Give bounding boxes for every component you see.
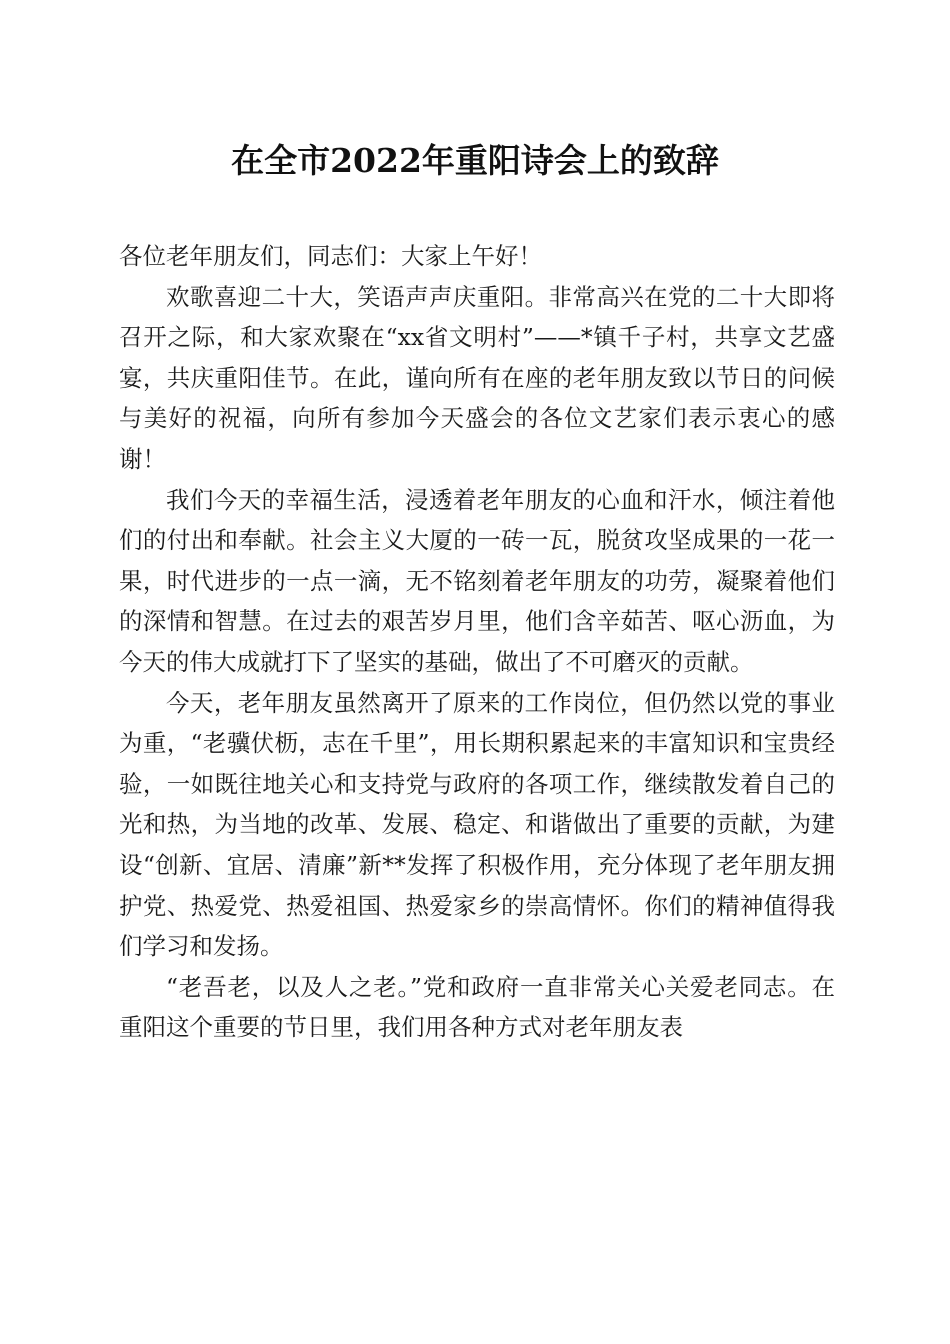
paragraph: 今天，老年朋友虽然离开了原来的工作岗位，但仍然以党的事业为重，“老骥伏枥，志在千里”，用长期积累起来的丰富知识和宝贵经验，一如既往地关心和支持党与政府的各项工作，继续散发着自己的光和热，为当地的改革、发展、稳定、和谐做出了重要的贡献，为建设“创新、宜居、清廉”新**发挥了积极作用，充分体现了老年朋友拥护党、热爱党、热爱祖国、热爱家乡的崇高情怀。你们的精神值得我们学习和发扬。 [119, 688, 835, 961]
document-title: 在全市2022年重阳诗会上的致辞 [231, 141, 719, 180]
paragraph: “老吾老，以及人之老。”党和政府一直非常关心关爱老同志。在重阳这个重要的节日里，我们用各种方式对老年朋友表 [119, 972, 835, 1042]
paragraph: 欢歌喜迎二十大，笑语声声庆重阳。非常高兴在党的二十大即将召开之际，和大家欢聚在“xx省文明村”——*镇千子村，共享文艺盛宴，共庆重阳佳节。在此，谨向所有在座的老年朋友致以节日的问候与美好的祝福，向所有参加今天盛会的各位文艺家们表示衷心的感谢！ [119, 282, 835, 473]
document-body [119, 236, 835, 1048]
paragraph: 我们今天的幸福生活，浸透着老年朋友的心血和汗水，倾注着他们的付出和奉献。社会主义大厦的一砖一瓦，脱贫攻坚成果的一花一果，时代进步的一点一滴，无不铭刻着老年朋友的功劳，凝聚着他们的深情和智慧。在过去的艰苦岁月里，他们含辛茹苦、呕心沥血，为今天的伟大成就打下了坚实的基础，做出了不可磨灭的贡献。 [119, 485, 835, 676]
salutation: 各位老年朋友们，同志们：大家上午好！ [119, 242, 542, 270]
